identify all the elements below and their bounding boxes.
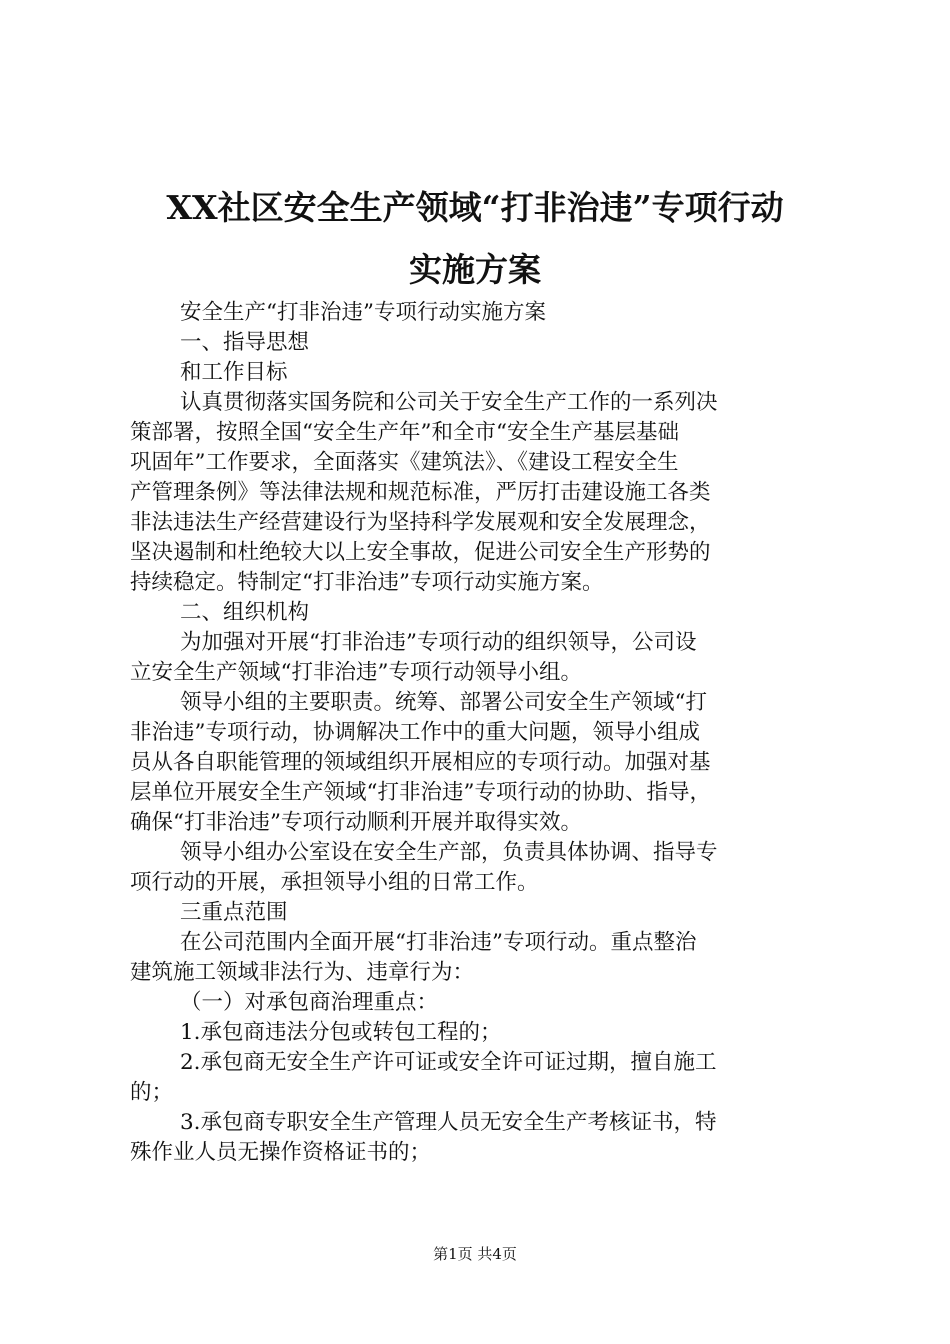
paragraph-line: 的； [130, 1080, 174, 1105]
paragraph-line: 非治违”专项行动，协调解决工作中的重大问题，领导小组成 [130, 720, 700, 745]
paragraph-line: 员从各自职能管理的领域组织开展相应的专项行动。加强对基 [130, 750, 711, 775]
paragraph-line: 1.承包商违法分包或转包工程的； [180, 1020, 502, 1045]
paragraph-line: 建筑施工领域非法行为、违章行为： [130, 960, 475, 985]
paragraph-line: 殊作业人员无操作资格证书的； [130, 1140, 432, 1165]
paragraph-line: 持续稳定。特制定“打非治违”专项行动实施方案。 [130, 570, 604, 595]
paragraph-line: 策部署，按照全国“安全生产年”和全市“安全生产基层基础 [130, 420, 679, 445]
paragraph-line: 确保“打非治违”专项行动顺利开展并取得实效。 [130, 810, 582, 835]
document-title-line-1: XX社区安全生产领域“打非治违”专项行动 [166, 188, 784, 227]
paragraph-line: 层单位开展安全生产领域“打非治违”专项行动的协助、指导， [130, 780, 711, 805]
paragraph-line: 为加强对开展“打非治违”专项行动的组织领导，公司设 [180, 630, 697, 655]
document-body [130, 298, 830, 1168]
paragraph-line: 产管理条例》等法律法规和规范标准，严厉打击建设施工各类 [130, 480, 711, 505]
paragraph-line: 立安全生产领域“打非治违”专项行动领导小组。 [130, 660, 582, 685]
paragraph-line: 非法违法生产经营建设行为坚持科学发展观和安全发展理念， [130, 510, 711, 535]
paragraph-line: 项行动的开展，承担领导小组的日常工作。 [130, 870, 539, 895]
paragraph-line: （一）对承包商治理重点： [180, 990, 439, 1015]
document-title-line-2: 实施方案 [409, 250, 541, 289]
paragraph-line: 领导小组办公室设在安全生产部，负责具体协调、指导专 [180, 840, 718, 865]
paragraph-line: 一、指导思想 [180, 330, 310, 355]
paragraph-line: 和工作目标 [180, 360, 288, 385]
paragraph-line: 三重点范围 [180, 900, 288, 925]
paragraph-line: 坚决遏制和杜绝较大以上安全事故，促进公司安全生产形势的 [130, 540, 711, 565]
paragraph-line: 安全生产“打非治违”专项行动实施方案 [180, 300, 546, 325]
paragraph-line: 巩固年”工作要求，全面落实《建筑法》、《建设工程安全生 [130, 450, 679, 475]
paragraph-line: 二、组织机构 [180, 600, 310, 625]
paragraph-line: 在公司范围内全面开展“打非治违”专项行动。重点整治 [180, 930, 697, 955]
paragraph-line: 认真贯彻落实国务院和公司关于安全生产工作的一系列决 [180, 390, 718, 415]
page-footer: 第1页 共4页 [433, 1245, 517, 1263]
paragraph-line: 3.承包商专职安全生产管理人员无安全生产考核证书，特 [180, 1110, 717, 1135]
paragraph-line: 领导小组的主要职责。统筹、部署公司安全生产领域“打 [180, 690, 707, 715]
paragraph-line: 2.承包商无安全生产许可证或安全许可证过期，擅自施工 [180, 1050, 717, 1075]
